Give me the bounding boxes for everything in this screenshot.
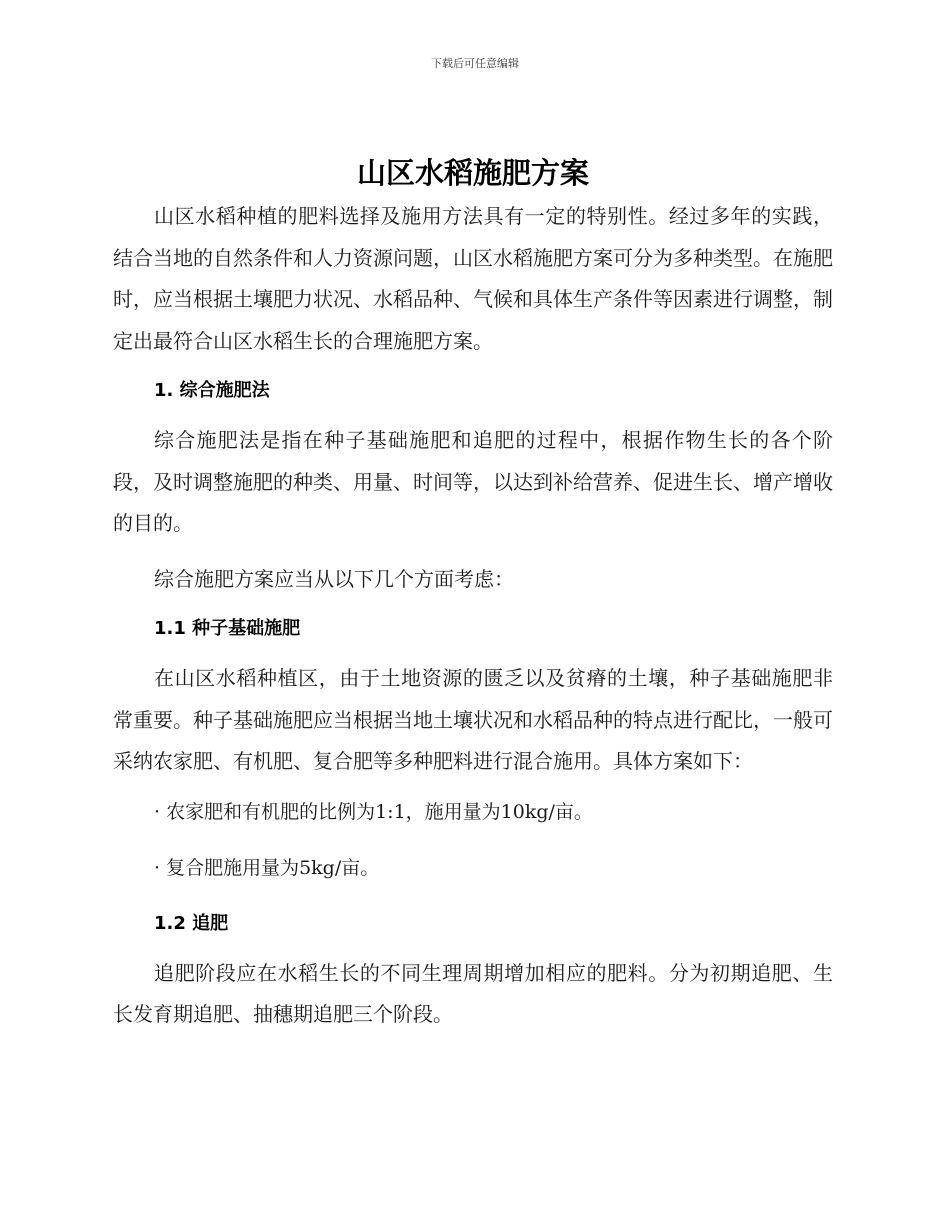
bullet-item: · 农家肥和有机肥的比例为1:1，施用量为10kg/亩。 <box>154 800 593 823</box>
section-heading-1-1: 1.1 种子基础施肥 <box>154 618 301 639</box>
section-1-2-paragraph: 追肥阶段应在水稻生长的不同生理周期增加相应的肥料。分为初期追肥、生长发育期追肥、抽穗期追肥三个阶段。 <box>113 960 833 1026</box>
section-heading-1-2: 1.2 追肥 <box>154 912 229 934</box>
page-header-note: 下载后可任意编辑 <box>431 57 519 70</box>
section-1-paragraph-2: 综合施肥方案应当从以下几个方面考虑： <box>154 566 514 591</box>
bullet-item: · 复合肥施用量为5kg/亩。 <box>154 856 380 879</box>
document-body <box>113 150 833 1036</box>
section-1-paragraph-1: 综合施肥法是指在种子基础施肥和追肥的过程中，根据作物生长的各个阶段，及时调整施肥的种类、用量、时间等，以达到补给营养、促进生长、增产增收的目的。 <box>113 428 833 535</box>
intro-paragraph: 山区水稻种植的肥料选择及施用方法具有一定的特别性。经过多年的实践，结合当地的自然条件和人力资源问题，山区水稻施肥方案可分为多种类型。在施肥时，应当根据土壤肥力状况、水稻品种、气候和具体生产条件等因素进行调整，制定出最符合山区水稻生长的合理施肥方案。 <box>113 204 833 353</box>
document-title: 山区水稻施肥方案 <box>356 156 589 190</box>
section-1-1-paragraph: 在山区水稻种植区，由于土地资源的匮乏以及贫瘠的土壤，种子基础施肥非常重要。种子基础施肥应当根据当地土壤状况和水稻品种的特点进行配比，一般可采纳农家肥、有机肥、复合肥等多种肥料进行混合施用。具体方案如下： <box>113 666 833 773</box>
section-heading-1: 1. 综合施肥法 <box>154 380 270 401</box>
